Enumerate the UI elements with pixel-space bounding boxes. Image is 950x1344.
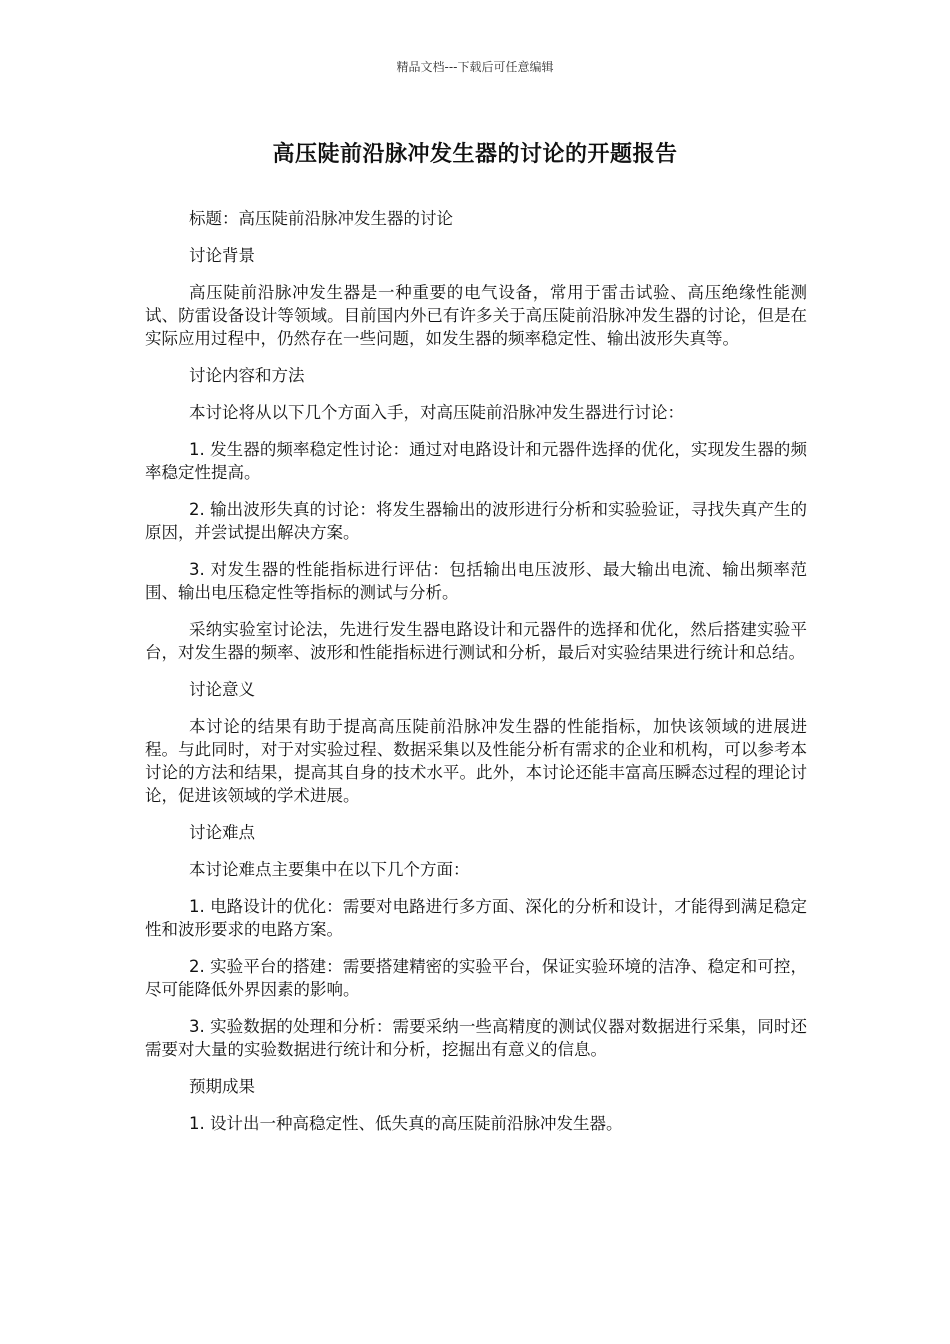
- list-item-difficulty-1: 1. 电路设计的优化：需要对电路进行多方面、深化的分析和设计，才能得到满足稳定性和波形要求的电路方案。: [145, 897, 807, 939]
- list-item-result-1: 1. 设计出一种高稳定性、低失真的高压陡前沿脉冲发生器。: [189, 1114, 623, 1133]
- heading-background: 讨论背景: [189, 246, 255, 265]
- paragraph-method: 采纳实验室讨论法，先进行发生器电路设计和元器件的选择和优化，然后搭建实验平台，对发生器的频率、波形和性能指标进行测试和分析，最后对实验结果进行统计和总结。: [145, 620, 807, 662]
- list-item-difficulty-3: 3. 实验数据的处理和分析：需要采纳一些高精度的测试仪器对数据进行采集，同时还需要对大量的实验数据进行统计和分析，挖掘出有意义的信息。: [145, 1017, 807, 1059]
- paragraph-background: 高压陡前沿脉冲发生器是一种重要的电气设备，常用于雷击试验、高压绝缘性能测试、防雷设备设计等领域。目前国内外已有许多关于高压陡前沿脉冲发生器的讨论，但是在实际应用过程中，仍然存在一些问题，如发生器的频率稳定性、输出波形失真等。: [145, 283, 807, 348]
- list-item-content-1: 1. 发生器的频率稳定性讨论：通过对电路设计和元器件选择的优化，实现发生器的频率稳定性提高。: [145, 440, 807, 482]
- paragraph-content-intro: 本讨论将从以下几个方面入手，对高压陡前沿脉冲发生器进行讨论：: [189, 403, 684, 422]
- heading-content-method: 讨论内容和方法: [189, 366, 305, 385]
- document-title: 高压陡前沿脉冲发生器的讨论的开题报告: [272, 142, 678, 167]
- heading-significance: 讨论意义: [189, 680, 255, 699]
- heading-difficulties: 讨论难点: [189, 823, 255, 842]
- page-header-watermark: 精品文档---下载后可任意编辑: [396, 60, 554, 74]
- list-item-content-2: 2. 输出波形失真的讨论：将发生器输出的波形进行分析和实验验证，寻找失真产生的原因，并尝试提出解决方案。: [145, 500, 807, 542]
- paragraph-significance: 本讨论的结果有助于提高高压陡前沿脉冲发生器的性能指标，加快该领域的进展进程。与此同时，对于对实验过程、数据采集以及性能分析有需求的企业和机构，可以参考本讨论的方法和结果，提高其自身的技术水平。此外，本讨论还能丰富高压瞬态过程的理论讨论，促进该领域的学术进展。: [145, 717, 807, 805]
- heading-expected-results: 预期成果: [189, 1077, 255, 1096]
- document-body: [145, 207, 807, 1149]
- list-item-content-3: 3. 对发生器的性能指标进行评估：包括输出电压波形、最大输出电流、输出频率范围、输出电压稳定性等指标的测试与分析。: [145, 560, 807, 602]
- list-item-difficulty-2: 2. 实验平台的搭建：需要搭建精密的实验平台，保证实验环境的洁净、稳定和可控，尽可能降低外界因素的影响。: [145, 957, 807, 999]
- paragraph-title-line: 标题：高压陡前沿脉冲发生器的讨论: [189, 209, 453, 228]
- paragraph-difficulties-intro: 本讨论难点主要集中在以下几个方面：: [189, 860, 470, 879]
